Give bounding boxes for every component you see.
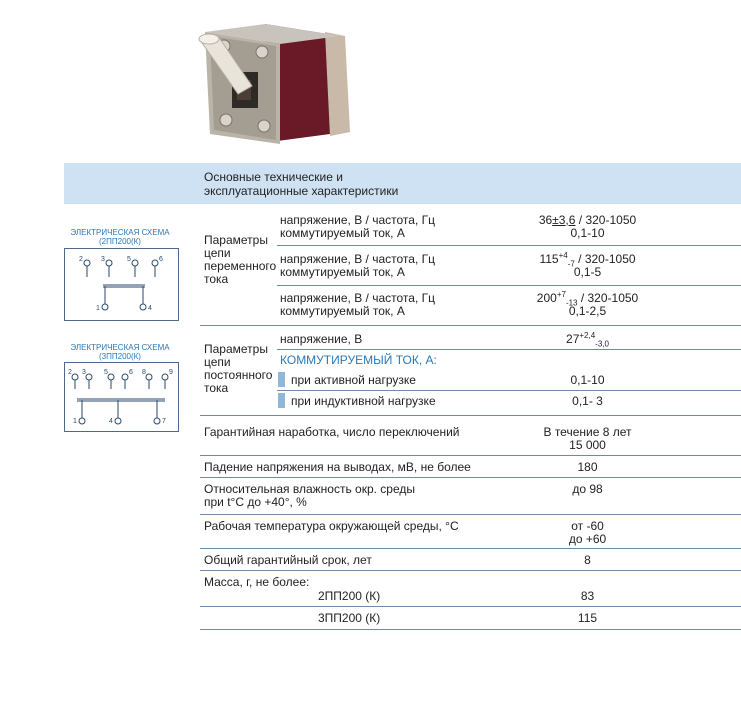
ac-row3-param: напряжение, В / частота, Гц коммутируемый ток, А bbox=[280, 291, 435, 318]
ac-row1-param: напряжение, В / частота, Гц коммутируемый ток, А bbox=[280, 213, 435, 240]
terminal-label: 4 bbox=[109, 418, 113, 425]
voltage-drop-label: Падение напряжения на выводах, мВ, не более bbox=[204, 460, 471, 474]
temperature-label: Рабочая температура окружающей среды, °С bbox=[204, 519, 459, 533]
terminal-label: 1 bbox=[73, 418, 77, 425]
dc-active-label: при активной нагрузке bbox=[291, 373, 416, 387]
ac-section-label: Параметры цепи переменного тока bbox=[204, 233, 277, 286]
dc-inductive-label: при индуктивной нагрузке bbox=[291, 394, 436, 408]
temperature-value: от -60 до +60 bbox=[568, 519, 607, 546]
humidity-label: Относительная влажность окр. среды при t°C до +40°, % bbox=[204, 482, 416, 509]
mass-model1: 2ПП200 (К) bbox=[318, 589, 381, 603]
bullet-marker bbox=[278, 372, 285, 387]
humidity-value: до 98 bbox=[572, 482, 603, 496]
terminal-label: 8 bbox=[142, 369, 146, 376]
terminal-label: 2 bbox=[79, 256, 83, 263]
terminal-label: 5 bbox=[127, 256, 131, 263]
warranty-term-label: Общий гарантийный срок, лет bbox=[204, 553, 372, 567]
mass-model2: 3ПП200 (К) bbox=[318, 611, 381, 625]
dc-active-value: 0,1-10 bbox=[570, 373, 605, 387]
terminal-label: 3 bbox=[82, 369, 86, 376]
terminal-label: 6 bbox=[159, 256, 163, 263]
terminal-label: 5 bbox=[104, 369, 108, 376]
warranty-ops-label: Гарантийная наработка, число переключений bbox=[204, 425, 460, 439]
terminal-label: 2 bbox=[68, 369, 72, 376]
dc-voltage-label: напряжение, В bbox=[280, 332, 363, 346]
schema-title-3pp: ЭЛЕКТРИЧЕСКАЯ СХЕМА (3ПП200(К) bbox=[70, 343, 170, 361]
schema-3pp-diagram bbox=[64, 362, 179, 432]
terminal-label: 9 bbox=[169, 369, 173, 376]
terminal-label: 6 bbox=[129, 369, 133, 376]
dc-inductive-value: 0,1- 3 bbox=[572, 394, 603, 408]
bullet-marker bbox=[278, 393, 285, 408]
mass-value2: 115 bbox=[577, 611, 598, 625]
section-title-line1: Основные технические и bbox=[204, 170, 343, 184]
section-title-line2: эксплуатационные характеристики bbox=[204, 184, 399, 198]
ac-row2-value: $115^{+4}_{-7} / 320-1050$ 0,1-5 bbox=[539, 251, 636, 279]
ac-row1-value: 36±3,6 / 320-1050 0,1-10 bbox=[538, 213, 637, 240]
warranty-ops-value: В течение 8 лет 15 000 bbox=[543, 425, 632, 452]
mass-label: Масса, г, не более: bbox=[204, 575, 310, 589]
terminal-label: 1 bbox=[96, 305, 100, 312]
mass-value1: 83 bbox=[580, 589, 595, 603]
terminal-label: 4 bbox=[148, 305, 152, 312]
dc-voltage-value: $27^{+2,4}_{-3,0}$ bbox=[566, 331, 609, 349]
terminal-label: 7 bbox=[162, 418, 166, 425]
schema-2pp-diagram bbox=[64, 248, 179, 321]
terminal-label: 3 bbox=[101, 256, 105, 263]
product-photo bbox=[140, 14, 360, 154]
section-header bbox=[64, 163, 741, 204]
ac-row3-value: $200^{+7}_{-13} / 320-1050$ 0,1-2,5 bbox=[536, 290, 639, 318]
dc-current-heading: КОММУТИРУЕМЫЙ ТОК, А: bbox=[280, 353, 437, 367]
dc-section-label: Параметры цепи постоянного тока bbox=[204, 342, 273, 395]
schema-title-2pp: ЭЛЕКТРИЧЕСКАЯ СХЕМА (2ПП200(К) bbox=[70, 228, 170, 246]
voltage-drop-value: 180 bbox=[577, 460, 598, 474]
warranty-term-value: 8 bbox=[584, 553, 591, 567]
ac-row2-param: напряжение, В / частота, Гц коммутируемый ток, А bbox=[280, 252, 435, 279]
